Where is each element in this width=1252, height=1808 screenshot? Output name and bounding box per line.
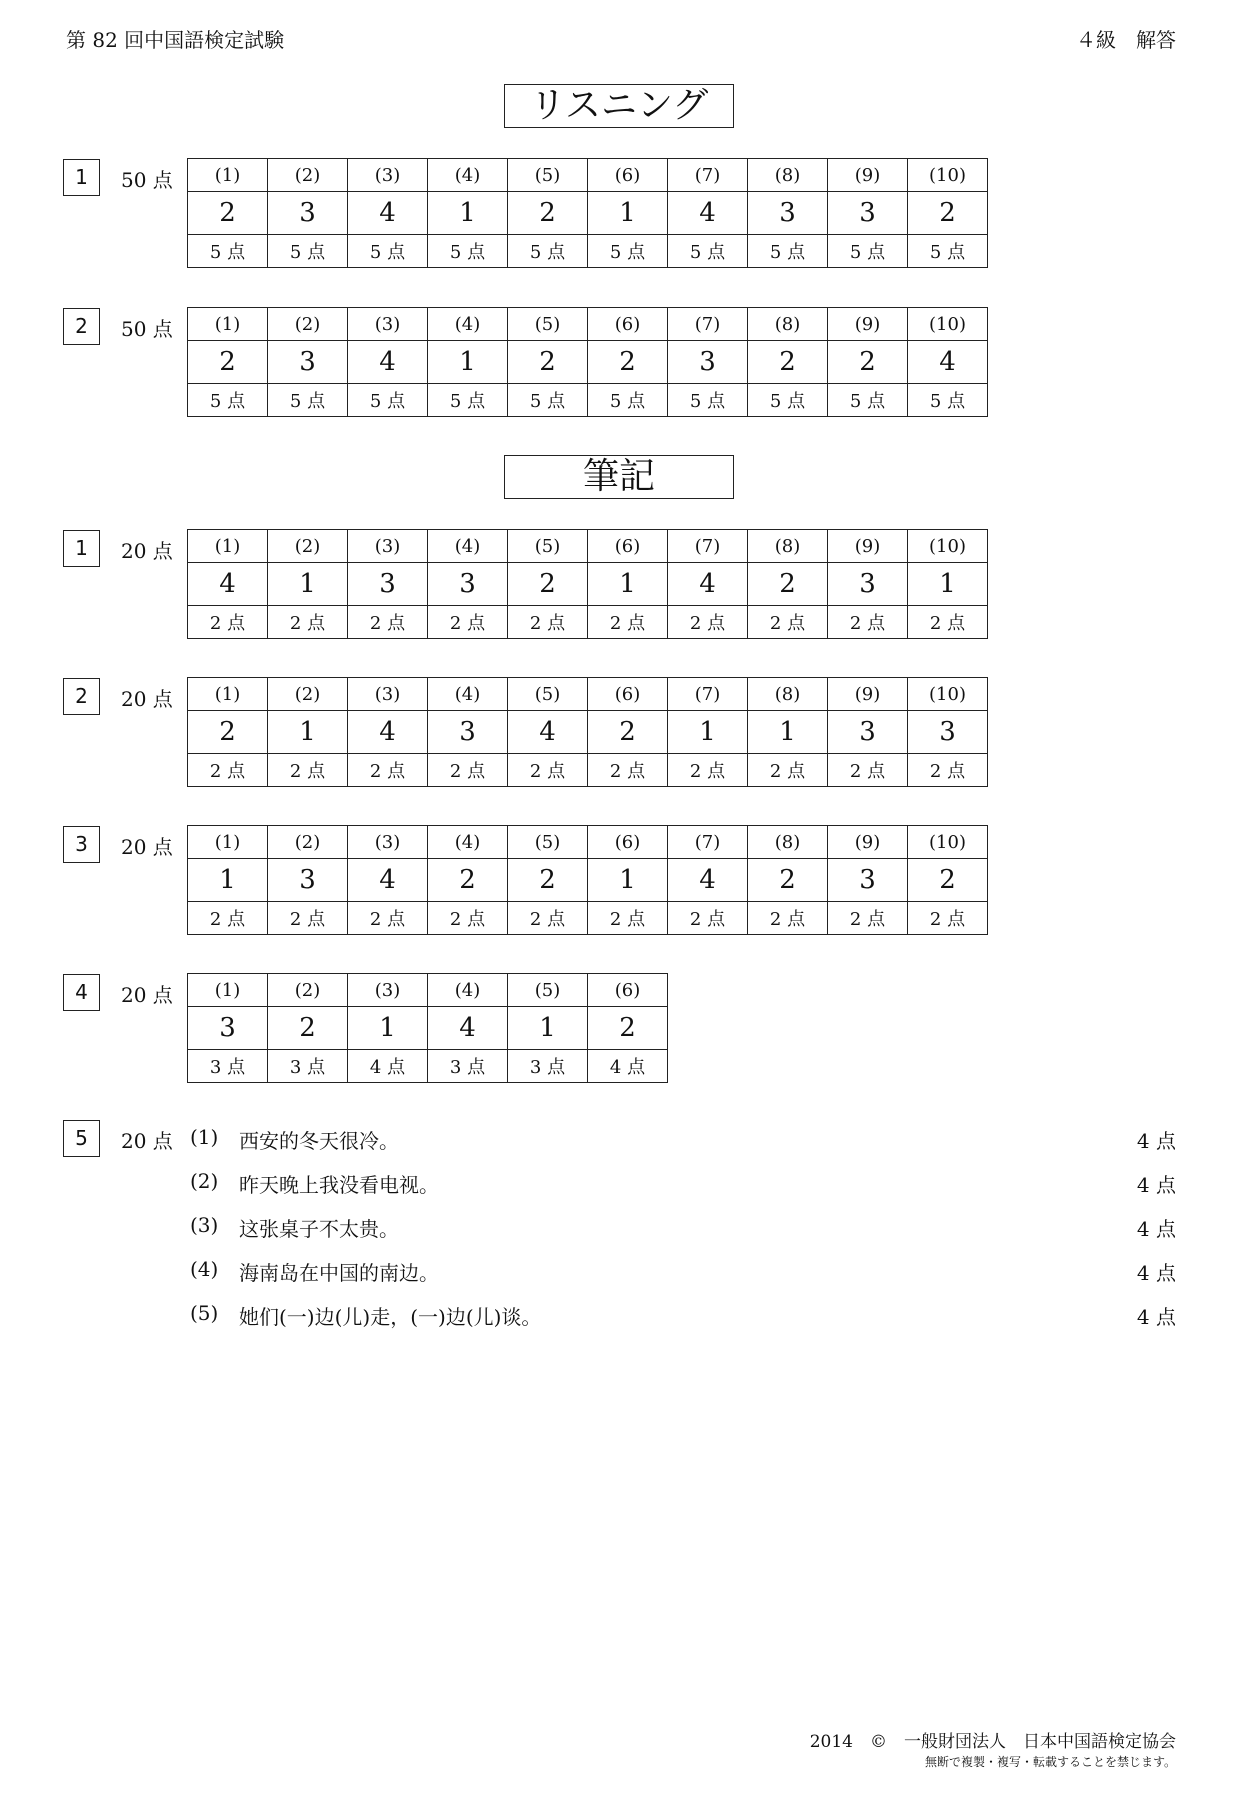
answer-value: 1 [268, 711, 348, 754]
answer-value: 4 [668, 192, 748, 235]
answer-value: 3 [428, 711, 508, 754]
question-label: (8) [748, 530, 828, 563]
score-cell: 2 点 [748, 902, 828, 935]
answer-value: 4 [348, 341, 428, 384]
score-cell: 5 点 [748, 235, 828, 268]
writing-1-points: 20 点 [121, 539, 173, 563]
score-cell: 2 点 [508, 754, 588, 787]
score-cell: 5 点 [828, 384, 908, 417]
listening-1-number: 1 [63, 159, 100, 196]
score-cell: 3 点 [428, 1050, 508, 1083]
question-label: (3) [348, 530, 428, 563]
score-cell: 5 点 [508, 235, 588, 268]
question-label: (1) [188, 308, 268, 341]
answer-value: 1 [668, 711, 748, 754]
score-cell: 3 点 [188, 1050, 268, 1083]
sentence-score: 4 点 [1136, 1129, 1176, 1153]
answer-value: 2 [748, 341, 828, 384]
score-cell: 2 点 [348, 902, 428, 935]
question-label: (4) [428, 974, 508, 1007]
score-cell: 2 点 [668, 606, 748, 639]
grade-label: ４級 解答 [1076, 28, 1176, 52]
answer-value: 3 [348, 563, 428, 606]
question-label: (8) [748, 678, 828, 711]
question-label: (3) [348, 308, 428, 341]
question-label: (9) [828, 308, 908, 341]
answer-value: 2 [188, 341, 268, 384]
answer-value: 1 [508, 1007, 588, 1050]
writing-3-answer-table [187, 825, 988, 935]
score-cell: 5 点 [668, 384, 748, 417]
answer-value: 3 [188, 1007, 268, 1050]
writing-5-points: 20 点 [121, 1129, 173, 1153]
writing-2-answer-table [187, 677, 988, 787]
question-label: (3) [348, 974, 428, 1007]
question-label: (7) [668, 159, 748, 192]
question-label: (10) [908, 530, 988, 563]
answer-value: 2 [748, 563, 828, 606]
writing-4-answer-table [187, 973, 668, 1083]
question-label: (9) [828, 826, 908, 859]
score-cell: 4 点 [348, 1050, 428, 1083]
answer-value: 1 [428, 341, 508, 384]
writing-5-number: 5 [63, 1120, 100, 1157]
score-cell: 2 点 [588, 754, 668, 787]
score-cell: 2 点 [908, 606, 988, 639]
question-label: (5) [508, 974, 588, 1007]
question-label: (5) [508, 826, 588, 859]
question-label: (8) [748, 826, 828, 859]
question-label: (9) [828, 159, 908, 192]
answer-value: 2 [508, 192, 588, 235]
question-label: (7) [668, 826, 748, 859]
question-label: (2) [268, 308, 348, 341]
question-label: (6) [588, 308, 668, 341]
answer-value: 4 [908, 341, 988, 384]
sentence-text: 她们(一)边(儿)走，(一)边(儿)谈。 [239, 1305, 542, 1329]
listening-2-number: 2 [63, 308, 100, 345]
question-label: (3) [348, 826, 428, 859]
answer-value: 3 [748, 192, 828, 235]
score-cell: 5 点 [908, 235, 988, 268]
answer-value: 1 [428, 192, 508, 235]
score-cell: 2 点 [188, 754, 268, 787]
sentence-label: (3) [190, 1213, 219, 1237]
answer-value: 3 [268, 859, 348, 902]
score-cell: 2 点 [588, 606, 668, 639]
answer-value: 4 [508, 711, 588, 754]
question-label: (9) [828, 530, 908, 563]
answer-value: 3 [268, 341, 348, 384]
score-cell: 5 点 [588, 384, 668, 417]
question-label: (2) [268, 974, 348, 1007]
question-label: (5) [508, 678, 588, 711]
writing-2-number: 2 [63, 678, 100, 715]
sentence-text: 这张桌子不太贵。 [239, 1217, 399, 1241]
score-cell: 5 点 [348, 235, 428, 268]
question-label: (10) [908, 826, 988, 859]
answer-value: 4 [668, 859, 748, 902]
sentence-text: 昨天晚上我没看电视。 [239, 1173, 439, 1197]
listening-title: リスニング [504, 84, 734, 128]
score-cell: 5 点 [268, 384, 348, 417]
question-label: (3) [348, 678, 428, 711]
answer-value: 1 [588, 563, 668, 606]
score-cell: 5 点 [428, 384, 508, 417]
answer-value: 3 [668, 341, 748, 384]
question-label: (6) [588, 974, 668, 1007]
answer-value: 1 [908, 563, 988, 606]
answer-value: 3 [268, 192, 348, 235]
writing-1-number: 1 [63, 530, 100, 567]
score-cell: 2 点 [428, 902, 508, 935]
question-label: (2) [268, 159, 348, 192]
answer-value: 2 [188, 192, 268, 235]
question-label: (4) [428, 826, 508, 859]
answer-value: 2 [748, 859, 828, 902]
answer-value: 2 [508, 341, 588, 384]
score-cell: 2 点 [188, 606, 268, 639]
question-label: (1) [188, 678, 268, 711]
question-label: (2) [268, 530, 348, 563]
question-label: (3) [348, 159, 428, 192]
answer-value: 2 [428, 859, 508, 902]
score-cell: 5 点 [188, 235, 268, 268]
answer-value: 2 [268, 1007, 348, 1050]
score-cell: 2 点 [268, 754, 348, 787]
score-cell: 5 点 [508, 384, 588, 417]
writing-1-answer-table [187, 529, 988, 639]
question-label: (1) [188, 159, 268, 192]
answer-value: 1 [588, 192, 668, 235]
answer-value: 4 [188, 563, 268, 606]
writing-3-number: 3 [63, 826, 100, 863]
sentence-score: 4 点 [1136, 1217, 1176, 1241]
question-label: (4) [428, 308, 508, 341]
question-label: (10) [908, 159, 988, 192]
score-cell: 2 点 [748, 754, 828, 787]
question-label: (4) [428, 159, 508, 192]
answer-value: 3 [908, 711, 988, 754]
answer-value: 2 [508, 563, 588, 606]
answer-value: 2 [588, 711, 668, 754]
answer-value: 1 [748, 711, 828, 754]
question-label: (5) [508, 308, 588, 341]
sentence-score: 4 点 [1136, 1261, 1176, 1285]
score-cell: 5 点 [348, 384, 428, 417]
score-cell: 3 点 [268, 1050, 348, 1083]
copyright-notice: 無断で複製・複写・転載することを禁じます。 [924, 1755, 1176, 1769]
question-label: (1) [188, 826, 268, 859]
question-label: (4) [428, 678, 508, 711]
answer-value: 4 [428, 1007, 508, 1050]
answer-value: 1 [588, 859, 668, 902]
score-cell: 2 点 [748, 606, 828, 639]
answer-value: 3 [828, 563, 908, 606]
score-cell: 2 点 [508, 606, 588, 639]
question-label: (5) [508, 530, 588, 563]
question-label: (6) [588, 826, 668, 859]
copyright: 2014 © 一般財団法人 日本中国語検定協会 [809, 1732, 1176, 1752]
sentence-score: 4 点 [1136, 1305, 1176, 1329]
answer-value: 2 [188, 711, 268, 754]
score-cell: 5 点 [188, 384, 268, 417]
exam-title: 第 82 回中国語検定試験 [66, 28, 285, 52]
writing-2-points: 20 点 [121, 687, 173, 711]
score-cell: 2 点 [588, 902, 668, 935]
answer-value: 2 [508, 859, 588, 902]
listening-1-points: 50 点 [121, 168, 173, 192]
writing-3-points: 20 点 [121, 835, 173, 859]
score-cell: 2 点 [668, 754, 748, 787]
answer-value: 2 [828, 341, 908, 384]
sentence-label: (5) [190, 1301, 219, 1325]
question-label: (2) [268, 826, 348, 859]
score-cell: 5 点 [828, 235, 908, 268]
score-cell: 2 点 [428, 754, 508, 787]
question-label: (1) [188, 974, 268, 1007]
answer-value: 3 [828, 192, 908, 235]
score-cell: 5 点 [748, 384, 828, 417]
score-cell: 2 点 [908, 754, 988, 787]
score-cell: 2 点 [428, 606, 508, 639]
question-label: (9) [828, 678, 908, 711]
question-label: (10) [908, 308, 988, 341]
sentence-label: (1) [190, 1125, 219, 1149]
score-cell: 5 点 [428, 235, 508, 268]
answer-value: 3 [828, 711, 908, 754]
listening-1-answer-table [187, 158, 988, 268]
answer-value: 4 [668, 563, 748, 606]
score-cell: 5 点 [908, 384, 988, 417]
question-label: (8) [748, 308, 828, 341]
answer-value: 1 [268, 563, 348, 606]
score-cell: 5 点 [588, 235, 668, 268]
answer-value: 4 [348, 859, 428, 902]
score-cell: 2 点 [268, 606, 348, 639]
score-cell: 2 点 [508, 902, 588, 935]
answer-value: 2 [588, 1007, 668, 1050]
question-label: (7) [668, 308, 748, 341]
sentence-text: 海南岛在中国的南边。 [239, 1261, 439, 1285]
question-label: (6) [588, 159, 668, 192]
writing-4-number: 4 [63, 974, 100, 1011]
question-label: (6) [588, 530, 668, 563]
writing-4-points: 20 点 [121, 983, 173, 1007]
question-label: (10) [908, 678, 988, 711]
question-label: (4) [428, 530, 508, 563]
answer-value: 2 [908, 859, 988, 902]
sentence-score: 4 点 [1136, 1173, 1176, 1197]
score-cell: 2 点 [268, 902, 348, 935]
listening-2-points: 50 点 [121, 317, 173, 341]
answer-value: 4 [348, 192, 428, 235]
question-label: (6) [588, 678, 668, 711]
sentence-label: (2) [190, 1169, 219, 1193]
score-cell: 3 点 [508, 1050, 588, 1083]
question-label: (7) [668, 530, 748, 563]
answer-value: 2 [908, 192, 988, 235]
score-cell: 2 点 [828, 606, 908, 639]
answer-value: 3 [828, 859, 908, 902]
score-cell: 5 点 [268, 235, 348, 268]
score-cell: 2 点 [828, 754, 908, 787]
question-label: (2) [268, 678, 348, 711]
score-cell: 2 点 [668, 902, 748, 935]
answer-value: 3 [428, 563, 508, 606]
answer-value: 2 [588, 341, 668, 384]
question-label: (8) [748, 159, 828, 192]
answer-value: 4 [348, 711, 428, 754]
score-cell: 2 点 [828, 902, 908, 935]
score-cell: 5 点 [668, 235, 748, 268]
question-label: (7) [668, 678, 748, 711]
score-cell: 2 点 [908, 902, 988, 935]
score-cell: 2 点 [188, 902, 268, 935]
answer-value: 1 [188, 859, 268, 902]
score-cell: 2 点 [348, 754, 428, 787]
answer-value: 1 [348, 1007, 428, 1050]
question-label: (5) [508, 159, 588, 192]
listening-2-answer-table [187, 307, 988, 417]
sentence-label: (4) [190, 1257, 219, 1281]
sentence-text: 西安的冬天很冷。 [239, 1129, 399, 1153]
score-cell: 4 点 [588, 1050, 668, 1083]
question-label: (1) [188, 530, 268, 563]
writing-title: 筆記 [504, 455, 734, 499]
score-cell: 2 点 [348, 606, 428, 639]
